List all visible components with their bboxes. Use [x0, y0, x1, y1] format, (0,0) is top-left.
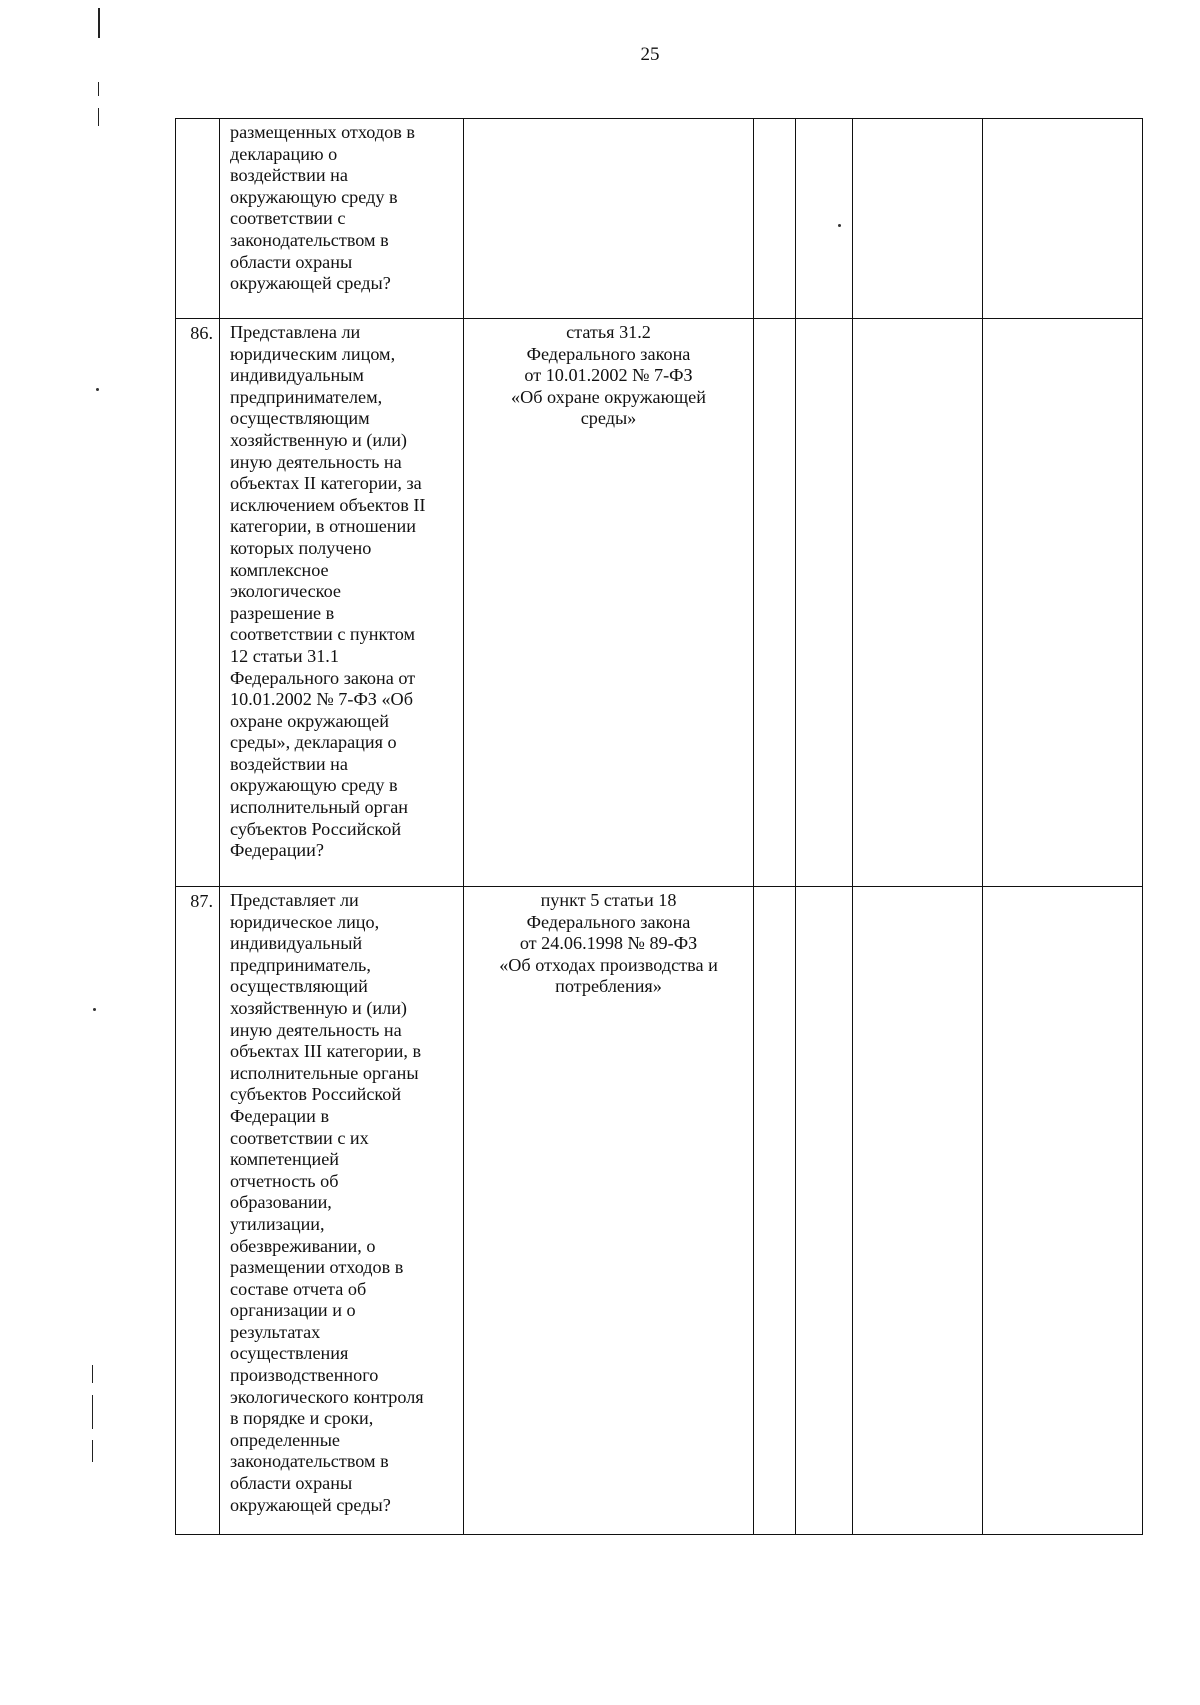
question-text-line: окружающей среды?	[230, 273, 391, 294]
question-text-line: Представлена ли	[230, 322, 361, 342]
question-text-line: соответствии с	[230, 208, 346, 229]
scan-edge-mark	[98, 108, 99, 126]
row-number	[176, 119, 220, 319]
question-text-line: Федерации?	[230, 840, 324, 861]
answer-no-cell	[796, 119, 853, 319]
answer-na-cell	[853, 119, 983, 319]
table-row	[176, 887, 1143, 1535]
question-text-line: утилизации,	[230, 1213, 325, 1234]
question-text-line: образовании,	[230, 1192, 332, 1213]
question-text-line: воздействии на	[230, 165, 348, 186]
scan-edge-mark	[92, 1395, 93, 1429]
row-number: 86.	[176, 319, 220, 887]
question-text-line: объектах II категории, за	[230, 473, 422, 494]
question-text-line: Федерального закона от	[230, 667, 416, 688]
legal-reference-line: от 24.06.1998 № 89-ФЗ	[519, 933, 698, 954]
note-cell	[983, 887, 1143, 1535]
question-text-line: категории, в отношении	[230, 516, 416, 537]
legal-reference-line: пункт 5 статьи 18	[540, 890, 677, 910]
answer-na-cell	[853, 887, 983, 1535]
row-number: 87.	[176, 887, 220, 1535]
legal-reference-line: «Об отходах производства и	[499, 954, 718, 975]
question-text-line: размещенных отходов в	[230, 122, 415, 142]
question-text-line: в порядке и сроки,	[230, 1408, 374, 1429]
question-text-line: компетенцией	[230, 1149, 339, 1170]
legal-reference-line: потребления»	[555, 976, 662, 997]
scan-edge-mark	[98, 8, 100, 38]
question-cell	[220, 119, 464, 319]
question-text-line: которых получено	[230, 537, 372, 558]
question-text-line: охране окружающей	[230, 710, 389, 731]
question-text-line: осуществляющим	[230, 408, 370, 429]
page-number: 25	[640, 44, 660, 65]
legal-reference-cell	[464, 319, 754, 887]
legal-reference-line: Федерального закона	[526, 911, 691, 932]
question-text-line: результатах	[230, 1321, 321, 1342]
legal-reference-line: от 10.01.2002 № 7-ФЗ	[524, 365, 693, 386]
question-text-line: законодательством в	[230, 229, 389, 250]
scan-edge-mark	[98, 82, 99, 96]
question-text-line: окружающую среду в	[230, 775, 398, 796]
question-text-line: индивидуальный	[230, 933, 363, 954]
question-text-line: составе отчета об	[230, 1278, 367, 1299]
table-row	[176, 119, 1143, 319]
question-text-line: осуществления	[230, 1343, 349, 1364]
question-text-line: субъектов Российской	[230, 1084, 402, 1105]
question-text-line: среды», декларация о	[230, 732, 397, 753]
question-text-line: исполнительный орган	[230, 797, 409, 818]
question-text-line: иную деятельность на	[230, 1019, 402, 1040]
legal-reference-line: «Об охране окружающей	[511, 386, 706, 407]
question-text-line: отчетность об	[230, 1170, 339, 1191]
question-cell	[220, 319, 464, 887]
question-text-line: определенные	[230, 1429, 340, 1450]
question-text-line: законодательством в	[230, 1451, 389, 1472]
question-text-line: индивидуальным	[230, 365, 364, 386]
question-text-line: разрешение в	[230, 602, 335, 623]
question-text-line: комплексное	[230, 559, 329, 580]
question-text-line: предприниматель,	[230, 954, 371, 975]
question-text-line: декларацию о	[230, 143, 338, 164]
answer-yes-cell	[754, 119, 796, 319]
question-text-line: объектах III категории, в	[230, 1041, 422, 1062]
question-text-line: исполнительные органы	[230, 1062, 419, 1083]
question-text-line: области охраны	[230, 1473, 353, 1494]
question-text-line: производственного	[230, 1365, 379, 1386]
scan-speck	[96, 388, 99, 391]
legal-reference-line: среды»	[580, 408, 637, 429]
scan-edge-mark	[92, 1365, 93, 1383]
note-cell	[983, 319, 1143, 887]
question-text-line: 12 статьи 31.1	[230, 645, 339, 666]
question-text-line: юридическим лицом,	[230, 343, 396, 364]
answer-no-cell	[796, 319, 853, 887]
question-text-line: размещении отходов в	[230, 1257, 404, 1278]
note-cell	[983, 119, 1143, 319]
question-text-line: обезвреживании, о	[230, 1235, 376, 1256]
question-text-line: субъектов Российской	[230, 818, 402, 839]
question-text-line: окружающей среды?	[230, 1494, 391, 1515]
question-text-line: экологическое	[230, 581, 341, 602]
legal-reference-cell	[464, 887, 754, 1535]
checklist-table	[175, 118, 1143, 1535]
question-text-line: иную деятельность на	[230, 451, 402, 472]
legal-reference-line: Федерального закона	[526, 343, 691, 364]
question-text-line: организации и о	[230, 1300, 356, 1321]
answer-yes-cell	[754, 887, 796, 1535]
question-text-line: воздействии на	[230, 753, 348, 774]
question-text-line: соответствии с пунктом	[230, 624, 416, 645]
question-text-line: предпринимателем,	[230, 386, 383, 407]
question-text-line: Федерации в	[230, 1105, 330, 1126]
question-text-line: соответствии с их	[230, 1127, 369, 1148]
question-text-line: области охраны	[230, 251, 353, 272]
question-text-line: юридическое лицо,	[230, 911, 380, 932]
question-text-line: Представляет ли	[230, 890, 359, 910]
table-row	[176, 319, 1143, 887]
answer-yes-cell	[754, 319, 796, 887]
question-text-line: экологического контроля	[230, 1386, 424, 1407]
legal-reference-line: статья 31.2	[566, 322, 651, 342]
legal-reference-cell	[464, 119, 754, 319]
scan-edge-mark	[92, 1440, 93, 1462]
question-text-line: хозяйственную и (или)	[230, 429, 407, 450]
answer-na-cell	[853, 319, 983, 887]
scan-speck	[93, 1008, 96, 1011]
question-text-line: исключением объектов II	[230, 494, 426, 515]
answer-no-cell	[796, 887, 853, 1535]
question-cell	[220, 887, 464, 1535]
question-text-line: хозяйственную и (или)	[230, 997, 407, 1018]
question-text-line: окружающую среду в	[230, 186, 398, 207]
question-text-line: 10.01.2002 № 7-ФЗ «Об	[230, 689, 413, 710]
question-text-line: осуществляющий	[230, 976, 368, 997]
